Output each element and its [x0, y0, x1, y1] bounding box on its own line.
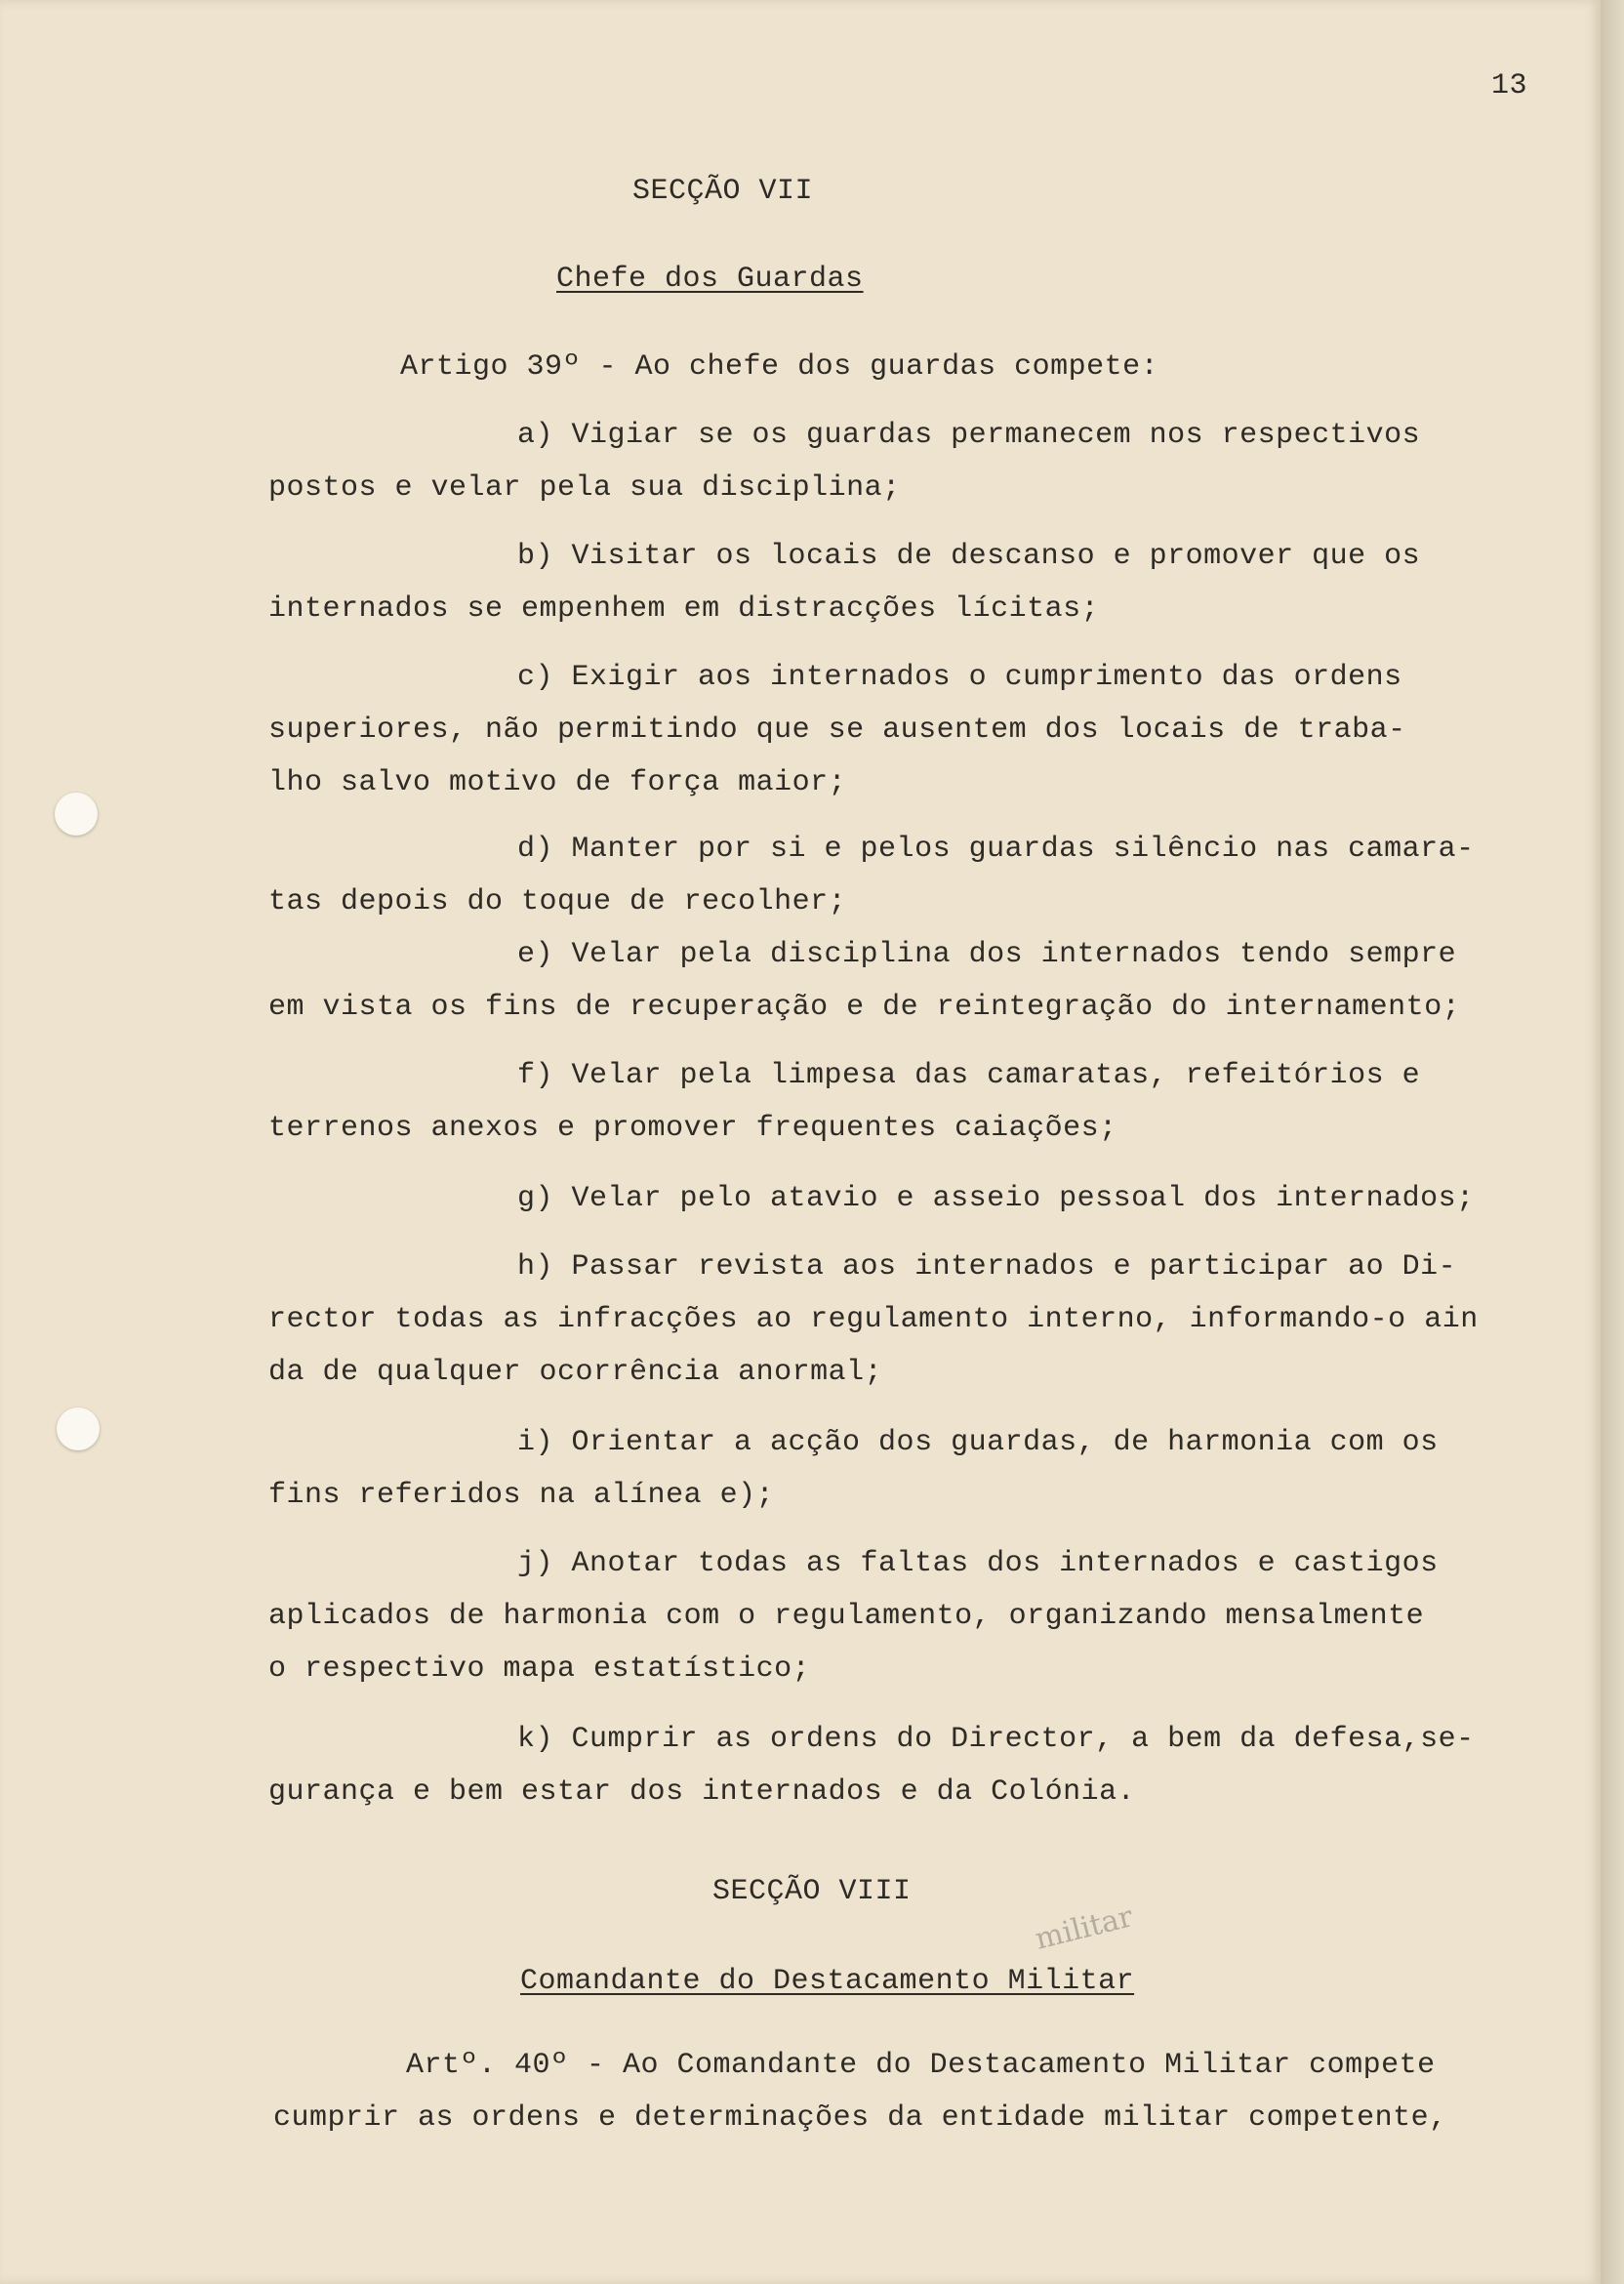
- item-line: rector todas as infracções ao regulamento interno, informando-o ain: [268, 1303, 1479, 1336]
- item-line: internados se empenhem em distracções lícitas;: [268, 592, 1100, 626]
- item-line: o respectivo mapa estatístico;: [268, 1652, 811, 1686]
- item-line: postos e velar pela sua disciplina;: [268, 471, 901, 505]
- item-line: d) Manter por si e pelos guardas silêncio nas camara-: [517, 833, 1475, 866]
- item-line: k) Cumprir as ordens do Director, a bem da defesa,se-: [517, 1723, 1475, 1756]
- item-line: em vista os fins de recuperação e de reintegração do internamento;: [268, 991, 1461, 1024]
- punch-hole: [57, 1407, 100, 1450]
- page-number: 13: [1491, 69, 1528, 102]
- section-subheading: Chefe dos Guardas: [556, 263, 864, 296]
- item-line: terrenos anexos e promover frequentes caiações;: [268, 1112, 1117, 1145]
- item-line: f) Velar pela limpesa das camaratas, refeitórios e: [517, 1059, 1421, 1092]
- section-heading: SECÇÃO VIII: [712, 1875, 912, 1908]
- item-line: h) Passar revista aos internados e participar ao Di-: [517, 1250, 1457, 1284]
- item-line: g) Velar pelo atavio e asseio pessoal dos internados;: [517, 1182, 1475, 1215]
- section-subheading: Comandante do Destacamento Militar: [520, 1965, 1135, 1998]
- item-line: gurança e bem estar dos internados e da Colónia.: [268, 1775, 1136, 1809]
- item-line: i) Orientar a acção dos guardas, de harmonia com os: [517, 1426, 1439, 1459]
- article-heading: Artº. 40º - Ao Comandante do Destacamento Militar compete: [406, 2049, 1436, 2082]
- pencil-annotation: militar: [1032, 1899, 1137, 1957]
- item-line: cumprir as ordens e determinações da entidade militar competente,: [273, 2101, 1447, 2135]
- item-line: b) Visitar os locais de descanso e promover que os: [517, 540, 1421, 573]
- item-line: tas depois do toque de recolher;: [268, 885, 847, 918]
- item-line: a) Vigiar se os guardas permanecem nos respectivos: [517, 419, 1421, 452]
- item-line: superiores, não permitindo que se ausentem dos locais de traba-: [268, 714, 1406, 747]
- item-line: fins referidos na alínea e);: [268, 1479, 775, 1512]
- item-line: lho salvo motivo de força maior;: [268, 766, 847, 799]
- item-line: j) Anotar todas as faltas dos internados e castigos: [517, 1547, 1439, 1580]
- article-heading: Artigo 39º - Ao chefe dos guardas compete:: [400, 350, 1159, 384]
- item-line: e) Velar pela disciplina dos internados tendo sempre: [517, 938, 1457, 971]
- paper-edge: [1601, 0, 1624, 2284]
- item-line: aplicados de harmonia com o regulamento, organizando mensalmente: [268, 1600, 1425, 1633]
- item-line: c) Exigir aos internados o cumprimento das ordens: [517, 661, 1402, 694]
- item-line: da de qualquer ocorrência anormal;: [268, 1356, 883, 1389]
- section-heading: SECÇÃO VII: [632, 175, 814, 208]
- punch-hole: [55, 793, 98, 836]
